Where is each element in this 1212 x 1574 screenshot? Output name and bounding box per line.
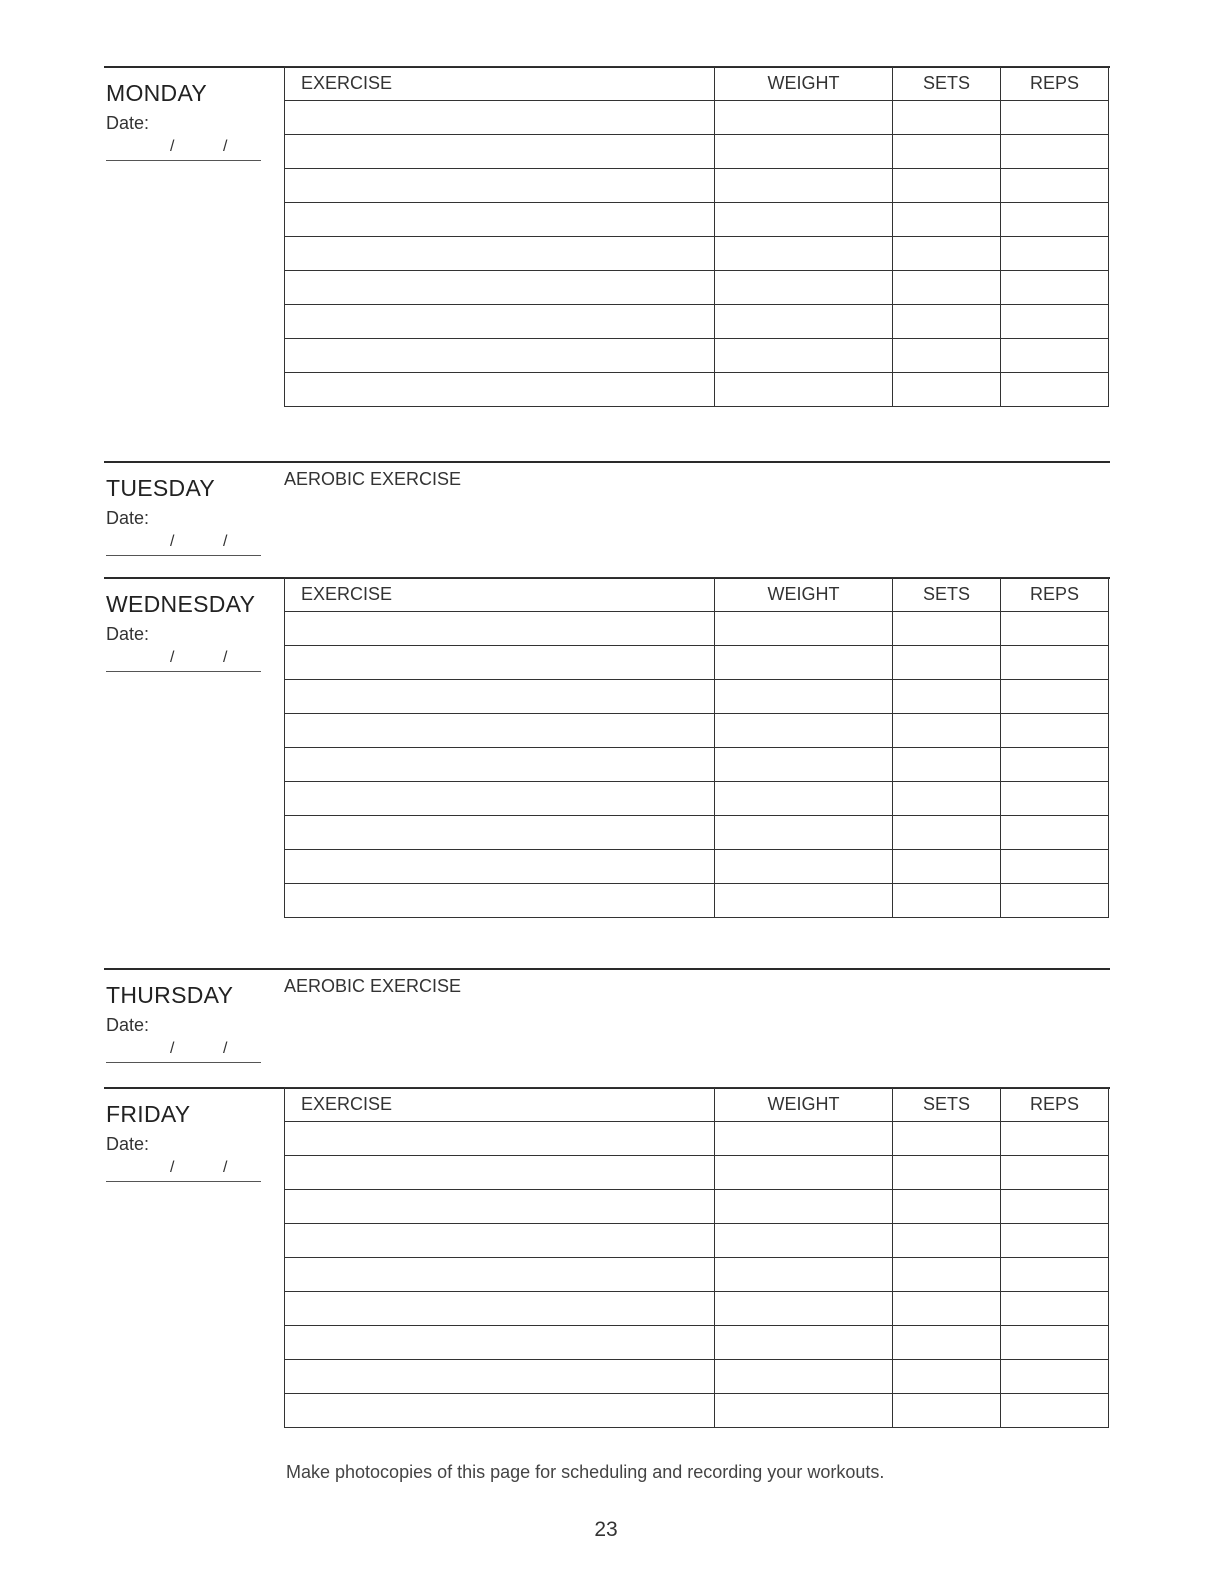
weight-cell[interactable] [715,646,893,680]
weight-cell[interactable] [715,748,893,782]
table-row [285,1360,1109,1394]
weight-cell[interactable] [715,1156,893,1190]
exercise-cell[interactable] [285,1190,715,1224]
weight-cell[interactable] [715,271,893,305]
reps-cell[interactable] [1001,1190,1109,1224]
table-row [285,680,1109,714]
exercise-cell[interactable] [285,884,715,918]
sets-cell[interactable] [893,101,1001,135]
sets-cell[interactable] [893,1360,1001,1394]
date-separator: / [170,649,175,666]
thursday-section [104,968,1110,1068]
reps-cell[interactable] [1001,748,1109,782]
table-row [285,1224,1109,1258]
date-label: Date: [106,624,150,644]
date-separator: / [170,1040,175,1057]
sets-cell[interactable] [893,646,1001,680]
workout-table [284,1087,1109,1428]
table-row [285,169,1109,203]
table-row [285,782,1109,816]
sets-cell[interactable] [893,1122,1001,1156]
sets-cell[interactable] [893,850,1001,884]
table-row [285,101,1109,135]
sets-column-header: SETS [893,67,1001,101]
date-separator: / [170,138,175,155]
date-separator: / [170,533,175,550]
weight-column-header: WEIGHT [715,1088,893,1122]
exercise-cell[interactable] [285,339,715,373]
sets-cell[interactable] [893,169,1001,203]
exercise-cell[interactable] [285,237,715,271]
exercise-cell[interactable] [285,271,715,305]
sets-cell[interactable] [893,1224,1001,1258]
exercise-cell[interactable] [285,850,715,884]
date-field[interactable] [106,533,261,556]
workout-table [284,577,1109,918]
reps-cell[interactable] [1001,1326,1109,1360]
day-label: TUESDAY [106,475,216,501]
table-row [285,373,1109,407]
reps-cell[interactable] [1001,1292,1109,1326]
weight-cell[interactable] [715,1122,893,1156]
weight-column-header: WEIGHT [715,578,893,612]
exercise-column-header: EXERCISE [285,578,715,612]
table-row [285,884,1109,918]
friday-section [104,1087,1110,1449]
sets-cell[interactable] [893,748,1001,782]
date-separator: / [223,649,228,666]
wednesday-section [104,577,1110,939]
table-row [285,1394,1109,1428]
table-row [285,612,1109,646]
aerobic-exercise-label: AEROBIC EXERCISE [284,976,462,996]
date-field[interactable] [106,1159,261,1182]
date-label: Date: [106,113,150,133]
date-separator: / [170,1159,175,1176]
exercise-cell[interactable] [285,1326,715,1360]
table-row [285,203,1109,237]
weight-cell[interactable] [715,1360,893,1394]
weight-cell[interactable] [715,816,893,850]
date-separator: / [223,1040,228,1057]
exercise-cell[interactable] [285,714,715,748]
exercise-cell[interactable] [285,305,715,339]
aerobic-exercise-label: AEROBIC EXERCISE [284,469,462,489]
reps-cell[interactable] [1001,373,1109,407]
exercise-cell[interactable] [285,1292,715,1326]
date-separator: / [223,533,228,550]
reps-cell[interactable] [1001,339,1109,373]
sets-cell[interactable] [893,305,1001,339]
sets-cell[interactable] [893,1292,1001,1326]
exercise-cell[interactable] [285,816,715,850]
weight-cell[interactable] [715,1326,893,1360]
table-row [285,305,1109,339]
table-row [285,646,1109,680]
sets-cell[interactable] [893,1156,1001,1190]
monday-section [104,66,1110,428]
date-label: Date: [106,1134,150,1154]
reps-column-header: REPS [1001,67,1109,101]
weight-cell[interactable] [715,237,893,271]
weight-cell[interactable] [715,169,893,203]
exercise-column-header: EXERCISE [285,67,715,101]
exercise-column-header: EXERCISE [285,1088,715,1122]
table-header-row [285,67,1109,101]
sets-column-header: SETS [893,578,1001,612]
date-field[interactable] [106,1040,261,1063]
weight-cell[interactable] [715,1394,893,1428]
exercise-cell[interactable] [285,1394,715,1428]
reps-cell[interactable] [1001,816,1109,850]
sets-cell[interactable] [893,612,1001,646]
reps-cell[interactable] [1001,612,1109,646]
sets-cell[interactable] [893,373,1001,407]
photocopy-note: Make photocopies of this page for scheduling and recording your workouts. [286,1462,885,1482]
reps-cell[interactable] [1001,237,1109,271]
exercise-cell[interactable] [285,646,715,680]
reps-cell[interactable] [1001,305,1109,339]
reps-cell[interactable] [1001,680,1109,714]
sets-cell[interactable] [893,271,1001,305]
sets-cell[interactable] [893,203,1001,237]
table-row [285,1122,1109,1156]
reps-cell[interactable] [1001,1224,1109,1258]
table-header-row [285,578,1109,612]
date-separator: / [223,138,228,155]
section-divider [104,461,1110,463]
date-label: Date: [106,1015,150,1035]
sets-cell[interactable] [893,135,1001,169]
table-row [285,1326,1109,1360]
exercise-cell[interactable] [285,748,715,782]
reps-cell[interactable] [1001,271,1109,305]
weight-cell[interactable] [715,1224,893,1258]
exercise-cell[interactable] [285,1122,715,1156]
reps-cell[interactable] [1001,135,1109,169]
exercise-cell[interactable] [285,612,715,646]
sets-cell[interactable] [893,237,1001,271]
day-label: MONDAY [106,80,208,106]
reps-cell[interactable] [1001,884,1109,918]
exercise-cell[interactable] [285,169,715,203]
reps-cell[interactable] [1001,203,1109,237]
exercise-cell[interactable] [285,1258,715,1292]
table-header-row [285,1088,1109,1122]
exercise-cell[interactable] [285,680,715,714]
sets-cell[interactable] [893,1326,1001,1360]
reps-cell[interactable] [1001,1122,1109,1156]
exercise-cell[interactable] [285,1156,715,1190]
date-separator: / [223,1159,228,1176]
sets-cell[interactable] [893,1394,1001,1428]
reps-cell[interactable] [1001,169,1109,203]
weight-cell[interactable] [715,203,893,237]
weight-cell[interactable] [715,1258,893,1292]
weight-column-header: WEIGHT [715,67,893,101]
weight-cell[interactable] [715,339,893,373]
weight-cell[interactable] [715,1292,893,1326]
sets-cell[interactable] [893,339,1001,373]
table-row [285,850,1109,884]
sets-cell[interactable] [893,782,1001,816]
date-label: Date: [106,508,150,528]
exercise-cell[interactable] [285,135,715,169]
exercise-cell[interactable] [285,782,715,816]
exercise-cell[interactable] [285,373,715,407]
sets-cell[interactable] [893,1258,1001,1292]
table-row [285,714,1109,748]
table-row [285,237,1109,271]
reps-cell[interactable] [1001,714,1109,748]
table-row [285,1258,1109,1292]
weight-cell[interactable] [715,714,893,748]
exercise-cell[interactable] [285,1224,715,1258]
reps-cell[interactable] [1001,850,1109,884]
table-row [285,1156,1109,1190]
sets-cell[interactable] [893,680,1001,714]
date-field[interactable] [106,649,261,672]
weight-cell[interactable] [715,680,893,714]
table-row [285,748,1109,782]
page-number: 23 [594,1518,618,1541]
reps-cell[interactable] [1001,101,1109,135]
weight-cell[interactable] [715,782,893,816]
date-field[interactable] [106,138,261,161]
exercise-cell[interactable] [285,1360,715,1394]
reps-column-header: REPS [1001,1088,1109,1122]
section-divider [104,968,1110,970]
day-label: THURSDAY [106,982,234,1008]
workout-table [284,66,1109,407]
table-row [285,1190,1109,1224]
reps-cell[interactable] [1001,1156,1109,1190]
weight-cell[interactable] [715,884,893,918]
table-row [285,816,1109,850]
weight-cell[interactable] [715,850,893,884]
weight-cell[interactable] [715,135,893,169]
weight-cell[interactable] [715,1190,893,1224]
table-row [285,339,1109,373]
exercise-cell[interactable] [285,101,715,135]
table-row [285,135,1109,169]
tuesday-section [104,461,1110,561]
reps-cell[interactable] [1001,1360,1109,1394]
day-label: WEDNESDAY [106,591,256,617]
reps-cell[interactable] [1001,782,1109,816]
sets-cell[interactable] [893,884,1001,918]
reps-cell[interactable] [1001,646,1109,680]
weight-cell[interactable] [715,612,893,646]
table-row [285,271,1109,305]
weight-cell[interactable] [715,305,893,339]
sets-cell[interactable] [893,816,1001,850]
sets-column-header: SETS [893,1088,1001,1122]
reps-cell[interactable] [1001,1258,1109,1292]
sets-cell[interactable] [893,714,1001,748]
reps-column-header: REPS [1001,578,1109,612]
weight-cell[interactable] [715,373,893,407]
day-label: FRIDAY [106,1101,191,1127]
exercise-cell[interactable] [285,203,715,237]
weight-cell[interactable] [715,101,893,135]
table-row [285,1292,1109,1326]
reps-cell[interactable] [1001,1394,1109,1428]
sets-cell[interactable] [893,1190,1001,1224]
